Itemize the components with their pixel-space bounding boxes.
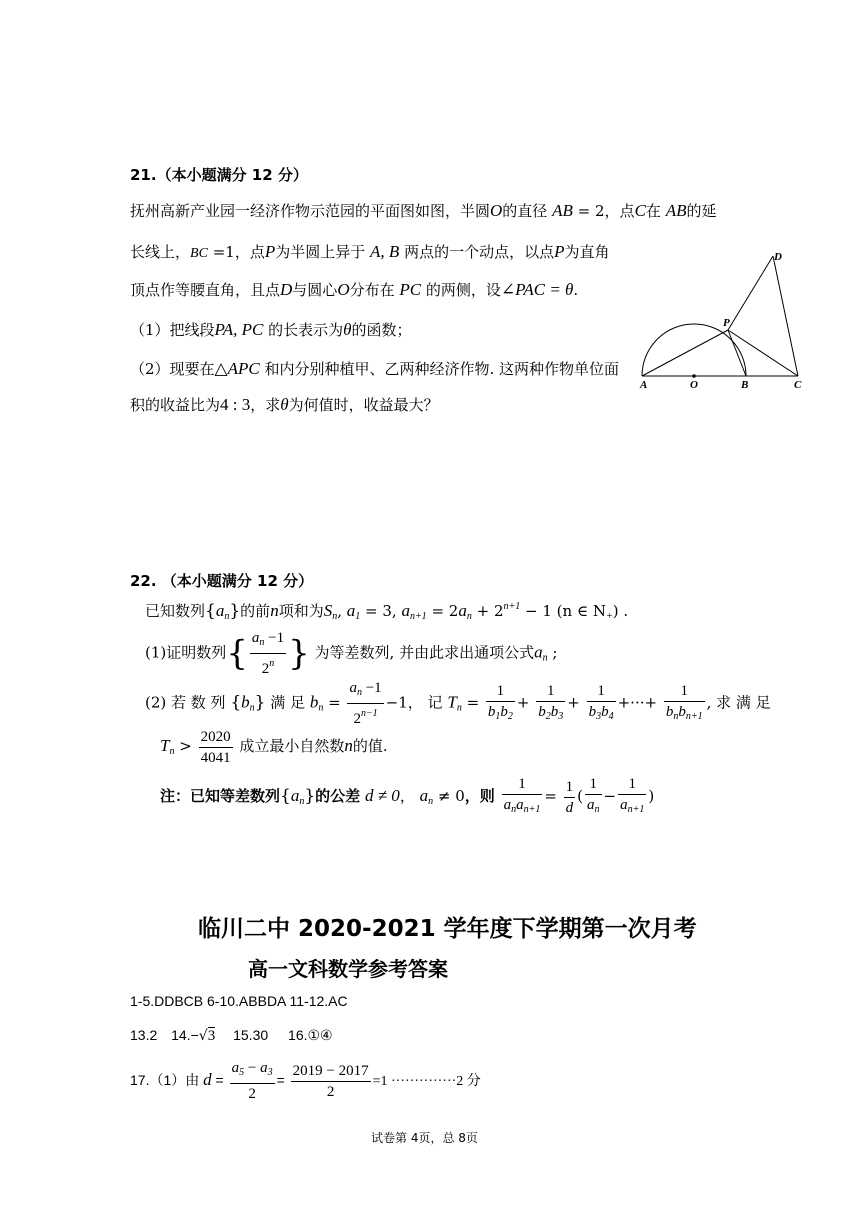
label-a: A bbox=[640, 379, 648, 391]
geometry-diagram bbox=[630, 246, 820, 396]
line-dc bbox=[773, 256, 798, 376]
label-o: O bbox=[690, 379, 698, 391]
q22-line1: 已知数列$\{a_n\}$的前n项和为$S_n$, $a_1 = 3$, $a_{n+1} = 2a_n + 2^{n+1} - 1$ (n ∈ $N_+$) . bbox=[145, 601, 629, 622]
label-c: C bbox=[794, 379, 802, 391]
q17-answer: 17.（1）由 d = $\frac{a_5 - a_3}{2}$ = $\frac{2019 - 2017}{2}$ =1 ··············2 分 bbox=[130, 1060, 481, 1103]
q21-heading: 21.（本小题满分 12 分） bbox=[130, 166, 308, 184]
answer-subtitle: 高一文科数学参考答案 bbox=[248, 957, 448, 981]
label-d: D bbox=[774, 251, 782, 263]
answer-title: 临川二中 2020-2021 学年度下学期第一次月考 bbox=[198, 916, 697, 942]
q21-part2-cont: 积的收益比为4 : 3，求θ为何值时，收益最大？ bbox=[130, 395, 439, 414]
q21-line3: 顶点作等腰直角，且点D与圆心O分布在 PC 的两侧，设∠PAC = θ. bbox=[130, 280, 579, 299]
q22-part2: (2) 若 数 列 $\{b_n\}$ 满 足 $b_n$ = $\frac{a_n -1}{2^{n-1}}$ −1， 记 $T_n$ = $\frac{1}{b_1b_2}$ + $\frac{1}{b_2b_3}$ + $\frac{1}{b_3b_4}$ +···+ $\frac{1}{b_nb_{n+1}}$ , 求 满 足 bbox=[145, 680, 771, 727]
q21-part1: （1）把线段PA, PC 的长表示为θ的函数； bbox=[130, 320, 412, 339]
line-pb bbox=[728, 330, 746, 376]
q22-note: 注：已知等差数列$\{a_n\}$的公差 d ≠ 0， $a_n \ne 0$，则 $\frac{1}{a_na_{n+1}}$ = $\frac{1}{d}$ ( $\frac{1}{a_n}$ − $\frac{1}{a_{n+1}}$ ) bbox=[160, 776, 655, 816]
page-footer: 试卷第 4页，总 8页 bbox=[371, 1131, 478, 1145]
line-pd bbox=[728, 256, 773, 330]
fill-answers: 13.2 14.−√3 15.30 16.①④ bbox=[130, 1027, 333, 1044]
q22-part3: $T_n$ > $\frac{2020}{4041}$ 成立最小自然数n的值. bbox=[160, 728, 388, 766]
label-b: B bbox=[741, 379, 749, 391]
q21-line2: 长线上，BC =1，点P为半圆上异于 A, B 两点的一个动点，以点P为直角 bbox=[130, 242, 610, 261]
label-p: P bbox=[723, 317, 730, 329]
center-point bbox=[692, 374, 696, 378]
q22-heading: 22. （本小题满分 12 分） bbox=[130, 572, 314, 590]
choice-answers: 1-5.DDBCB 6-10.ABBDA 11-12.AC bbox=[130, 993, 348, 1009]
q21-part2: （2）现要在△APC 和内分别种植甲、乙两种经济作物. 这两种作物单位面 bbox=[130, 359, 620, 378]
line-pc bbox=[728, 330, 798, 376]
q21-line1: 抚州高新产业园一经济作物示范园的平面图如图，半圆O的直径 AB = 2，点C在 AB的延 bbox=[130, 201, 717, 220]
line-ap bbox=[642, 330, 728, 376]
q22-part1: (1)证明数列{ $\frac{a_n -1}{2^n}$ } 为等差数列, 并由此求出通项公式$a_n$ ; bbox=[145, 630, 558, 677]
